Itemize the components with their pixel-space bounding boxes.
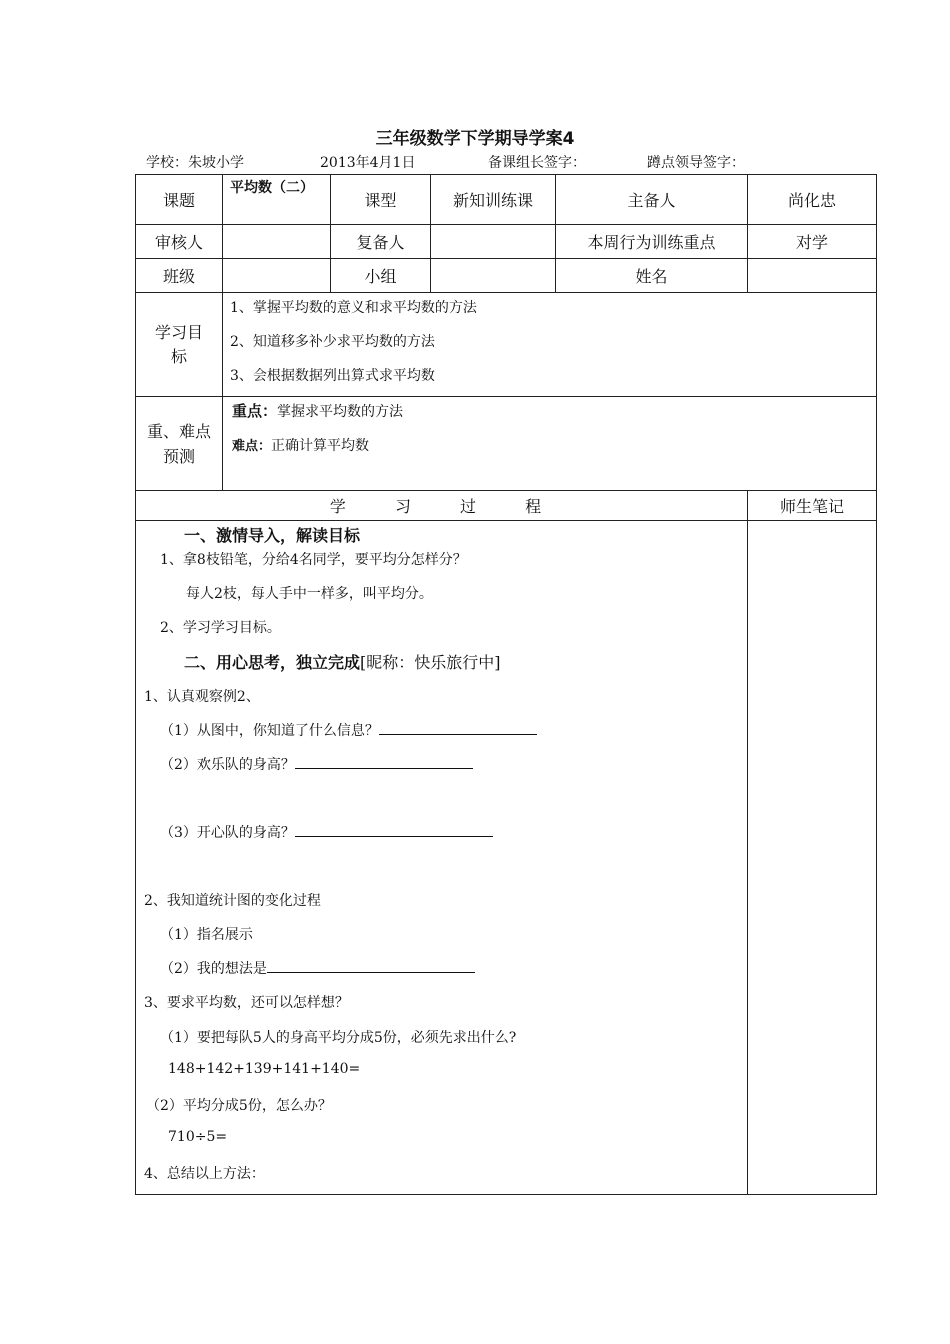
point-signature-label: 蹲点领导签字：	[647, 155, 745, 171]
group-label: 小组	[364, 267, 397, 286]
notes-header: 师生笔记	[779, 497, 844, 516]
class-label: 班级	[162, 267, 195, 286]
student-name-label: 姓名	[635, 267, 668, 286]
topic-value: 平均数（二）	[230, 180, 314, 196]
question-3-text: （3）开心队的身高？	[160, 825, 295, 841]
question-1-text: （1）从图中，你知道了什么信息？	[160, 723, 379, 739]
section-2-heading: 二、用心思考，独立完成	[184, 653, 361, 672]
question-2-text: （2）欢乐队的身高？	[160, 757, 295, 773]
learning-process-header: 学 习 过 程	[329, 497, 564, 516]
part-2-item-2-text: （2）我的想法是	[160, 961, 267, 977]
question-1	[160, 720, 537, 740]
part-3-item-2: （2）平均分成5份，怎么办？	[146, 1098, 332, 1114]
part-3-item-2-calculation[interactable]: 710÷5=	[168, 1129, 228, 1145]
part-3-item-1-calculation[interactable]: 148+142+139+141+140=	[168, 1061, 361, 1077]
part-3-item-1: （1）要把每队5人的身高平均分成5份，必须先求出什么?	[160, 1030, 517, 1046]
document-title: 三年级数学下学期导学案4	[375, 129, 575, 149]
part-3-title: 3、要求平均数，还可以怎样想？	[144, 995, 349, 1011]
difficult-point-text: 正确计算平均数	[271, 438, 370, 454]
school-name: 学校：朱坡小学	[146, 155, 244, 171]
goal-item-2: 2、知道移多补少求平均数的方法	[230, 334, 435, 350]
goal-item-3: 3、会根据数据列出算式求平均数	[230, 368, 435, 384]
my-idea-answer-blank[interactable]	[267, 958, 475, 973]
main-preparer-value: 尚化忠	[787, 191, 836, 210]
co-preparer-label: 复备人	[356, 233, 405, 252]
section-1-line-2: 每人2枝，每人手中一样多，叫平均分。	[186, 586, 433, 602]
question-2	[160, 754, 473, 774]
part-4-title: 4、总结以上方法：	[144, 1166, 265, 1182]
question-1-answer-blank[interactable]	[379, 720, 537, 735]
reviewer-label: 审核人	[154, 233, 203, 252]
lesson-type-value: 新知训练课	[452, 191, 533, 210]
topic-label: 课题	[162, 191, 195, 210]
question-2-answer-blank[interactable]	[295, 754, 473, 769]
part-1-title: 1、认真观察例2、	[144, 689, 260, 705]
section-2-title	[184, 650, 501, 673]
document-date: 2013年4月1日	[320, 155, 416, 171]
main-preparer-label: 主备人	[627, 191, 676, 210]
goal-item-1: 1、掌握平均数的意义和求平均数的方法	[230, 300, 477, 316]
difficult-point	[232, 435, 369, 455]
part-2-item-1: （1）指名展示	[160, 927, 253, 943]
section-1-line-3: 2、学习学习目标。	[160, 620, 281, 636]
key-point	[232, 400, 403, 421]
key-point-text: 掌握求平均数的方法	[277, 404, 404, 420]
weekly-focus-label: 本周行为训练重点	[587, 233, 716, 252]
section-2-nickname: [昵称：快乐旅行中]	[360, 653, 501, 672]
keypoints-label: 重、难点预测	[146, 422, 211, 466]
section-1-title: 一、激情导入，解读目标	[184, 526, 361, 545]
part-2-item-2	[160, 958, 475, 978]
leader-signature-label: 备课组长签字：	[488, 155, 586, 171]
key-point-label: 重点：	[232, 402, 278, 420]
part-2-title: 2、我知道统计图的变化过程	[144, 893, 321, 909]
difficult-point-label: 难点：	[232, 439, 272, 454]
learning-goals-label: 学习目标	[154, 323, 203, 366]
co-preparer-value[interactable]	[431, 225, 555, 258]
lesson-type-label: 课型	[364, 191, 397, 210]
weekly-focus-value: 对学	[795, 233, 828, 252]
section-1-line-1: 1、拿8枝铅笔，分给4名同学，要平均分怎样分？	[160, 552, 467, 568]
reviewer-value[interactable]	[223, 225, 330, 258]
question-3	[160, 822, 493, 842]
question-3-answer-blank[interactable]	[295, 822, 493, 837]
